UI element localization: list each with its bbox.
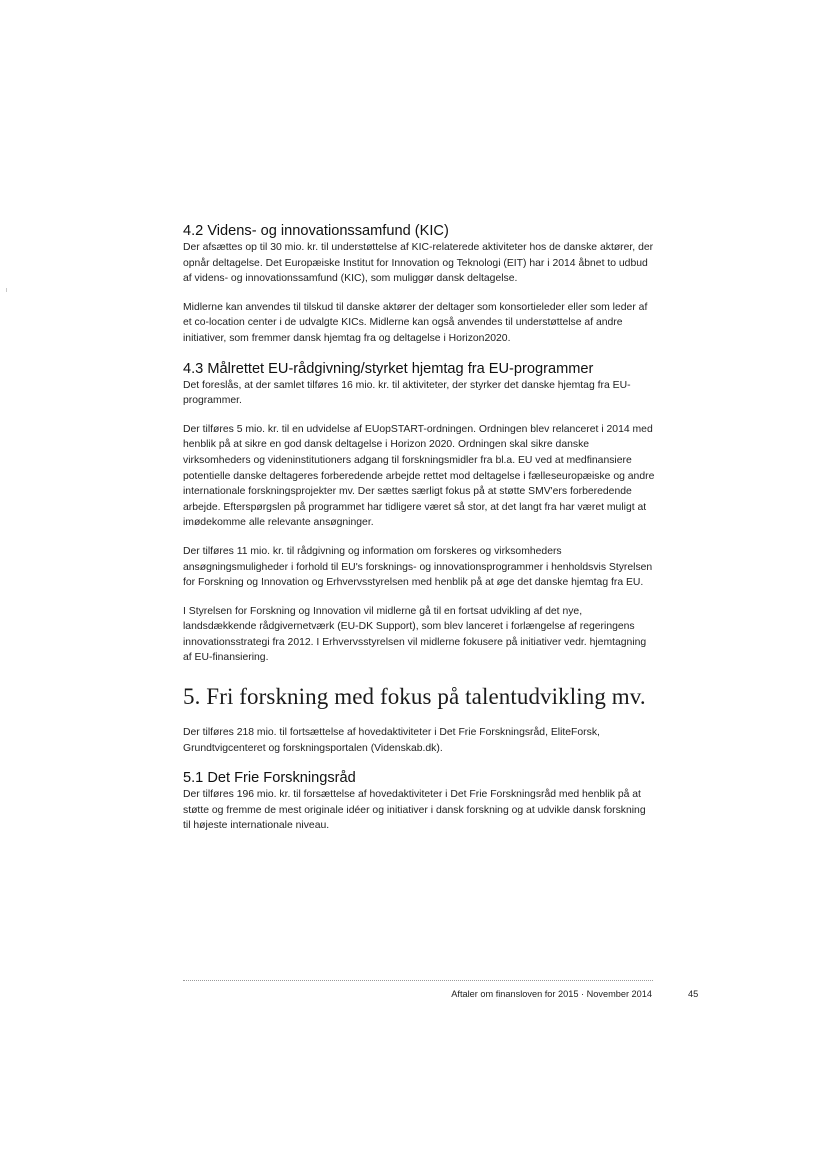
scan-mark <box>6 288 7 292</box>
section-5-1-paragraph-1: Der tilføres 196 mio. kr. til forsættelse af hovedaktiviteter i Det Frie Forskningsråd med henblik på at støtte og fremme de mest originale idéer og initiativer i dansk forskning og at udvikle dansk forskning til højeste internationale niveau. <box>183 789 646 832</box>
chapter-5-heading: 5. Fri forskning med fokus på talentudvikling mv. <box>183 684 646 710</box>
section-4-2-paragraph-2: Midlerne kan anvendes til tilskud til danske aktører der deltager som konsortieleder eller som leder af et co-location center i de udvalgte KICs. Midlerne kan også anvendes til understøttelse af andre initiativer, som fremmer dansk hjemtag fra og deltagelse i Horizon2020. <box>183 301 648 344</box>
chapter-5-paragraph-1: Der tilføres 218 mio. til fortsættelse af hovedaktiviteter i Det Frie Forskningsråd, EliteForsk, Grundtvigcenteret og forskningsportalen (Videnskab.dk). <box>183 727 600 754</box>
footer-title: Aftaler om finansloven for 2015 · November 2014 <box>451 989 652 999</box>
section-4-2-paragraph-1: Der afsættes op til 30 mio. kr. til understøttelse af KIC-relaterede aktiviteter hos de danske aktører, der opnår deltagelse. Det Europæiske Institut for Innovation og Teknologi (EIT) har i 2014 åbnet to udbud af videns- og innovationssamfund (KIC), som muliggør dansk deltagelse. <box>183 242 654 285</box>
section-5-1-heading: 5.1 Det Frie Forskningsråd <box>183 770 356 787</box>
section-4-3-paragraph-3: Der tilføres 11 mio. kr. til rådgivning og information om forskeres og virksomheders ansøgningsmuligheder i forhold til EU's forsknings- og innovationsprogrammer i henholdsvis Styrelsen for Forskning og Innovation og Erhvervsstyrelsen med henblik på at øge det danske hjemtag fra EU. <box>183 545 653 589</box>
section-4-3-paragraph-2: Der tilføres 5 mio. kr. til en udvidelse af EUopSTART-ordningen. Ordningen blev relanceret i 2014 med henblik på at sikre en god dansk deltagelse i Horizon 2020. Ordningen skal sikre danske virksomheders og videninstitutioners adgang til forskningsmidler fra bl.a. EU ved at medfinansiere potentielle danske deltageres forberedende arbejde rettet mod deltagelse i fælleseuropæiske og andre internationale forskningsprojekter mv. Der sættes særligt fokus på at støtte SMV'ers forberedende arbejde. Efterspørgslen på programmet har tidligere været så stor, at det langt fra har været muligt at imødekomme alle relevante ansøgninger. <box>183 423 655 529</box>
section-4-3-heading: 4.3 Målrettet EU-rådgivning/styrket hjemtag fra EU-programmer <box>183 360 594 377</box>
section-4-3-paragraph-1: Det foreslås, at der samlet tilføres 16 mio. kr. til aktiviteter, der styrker det danske hjemtag fra EU-programmer. <box>183 379 631 407</box>
page-content <box>183 222 655 847</box>
footer-divider <box>183 980 653 981</box>
section-4-2-heading: 4.2 Videns- og innovationssamfund (KIC) <box>183 223 449 239</box>
page-number: 45 <box>688 989 699 999</box>
section-4-3-paragraph-4: I Styrelsen for Forskning og Innovation vil midlerne gå til en fortsat udvikling af det nye, landsdækkende rådgivernetværk (EU-DK Support), som blev lanceret i forlængelse af regeringens innovationsstrategi fra 2012. I Erhvervsstyrelsen vil midlerne fokusere på initiativer vedr. hjemtagning af EU-finansiering. <box>183 605 647 664</box>
